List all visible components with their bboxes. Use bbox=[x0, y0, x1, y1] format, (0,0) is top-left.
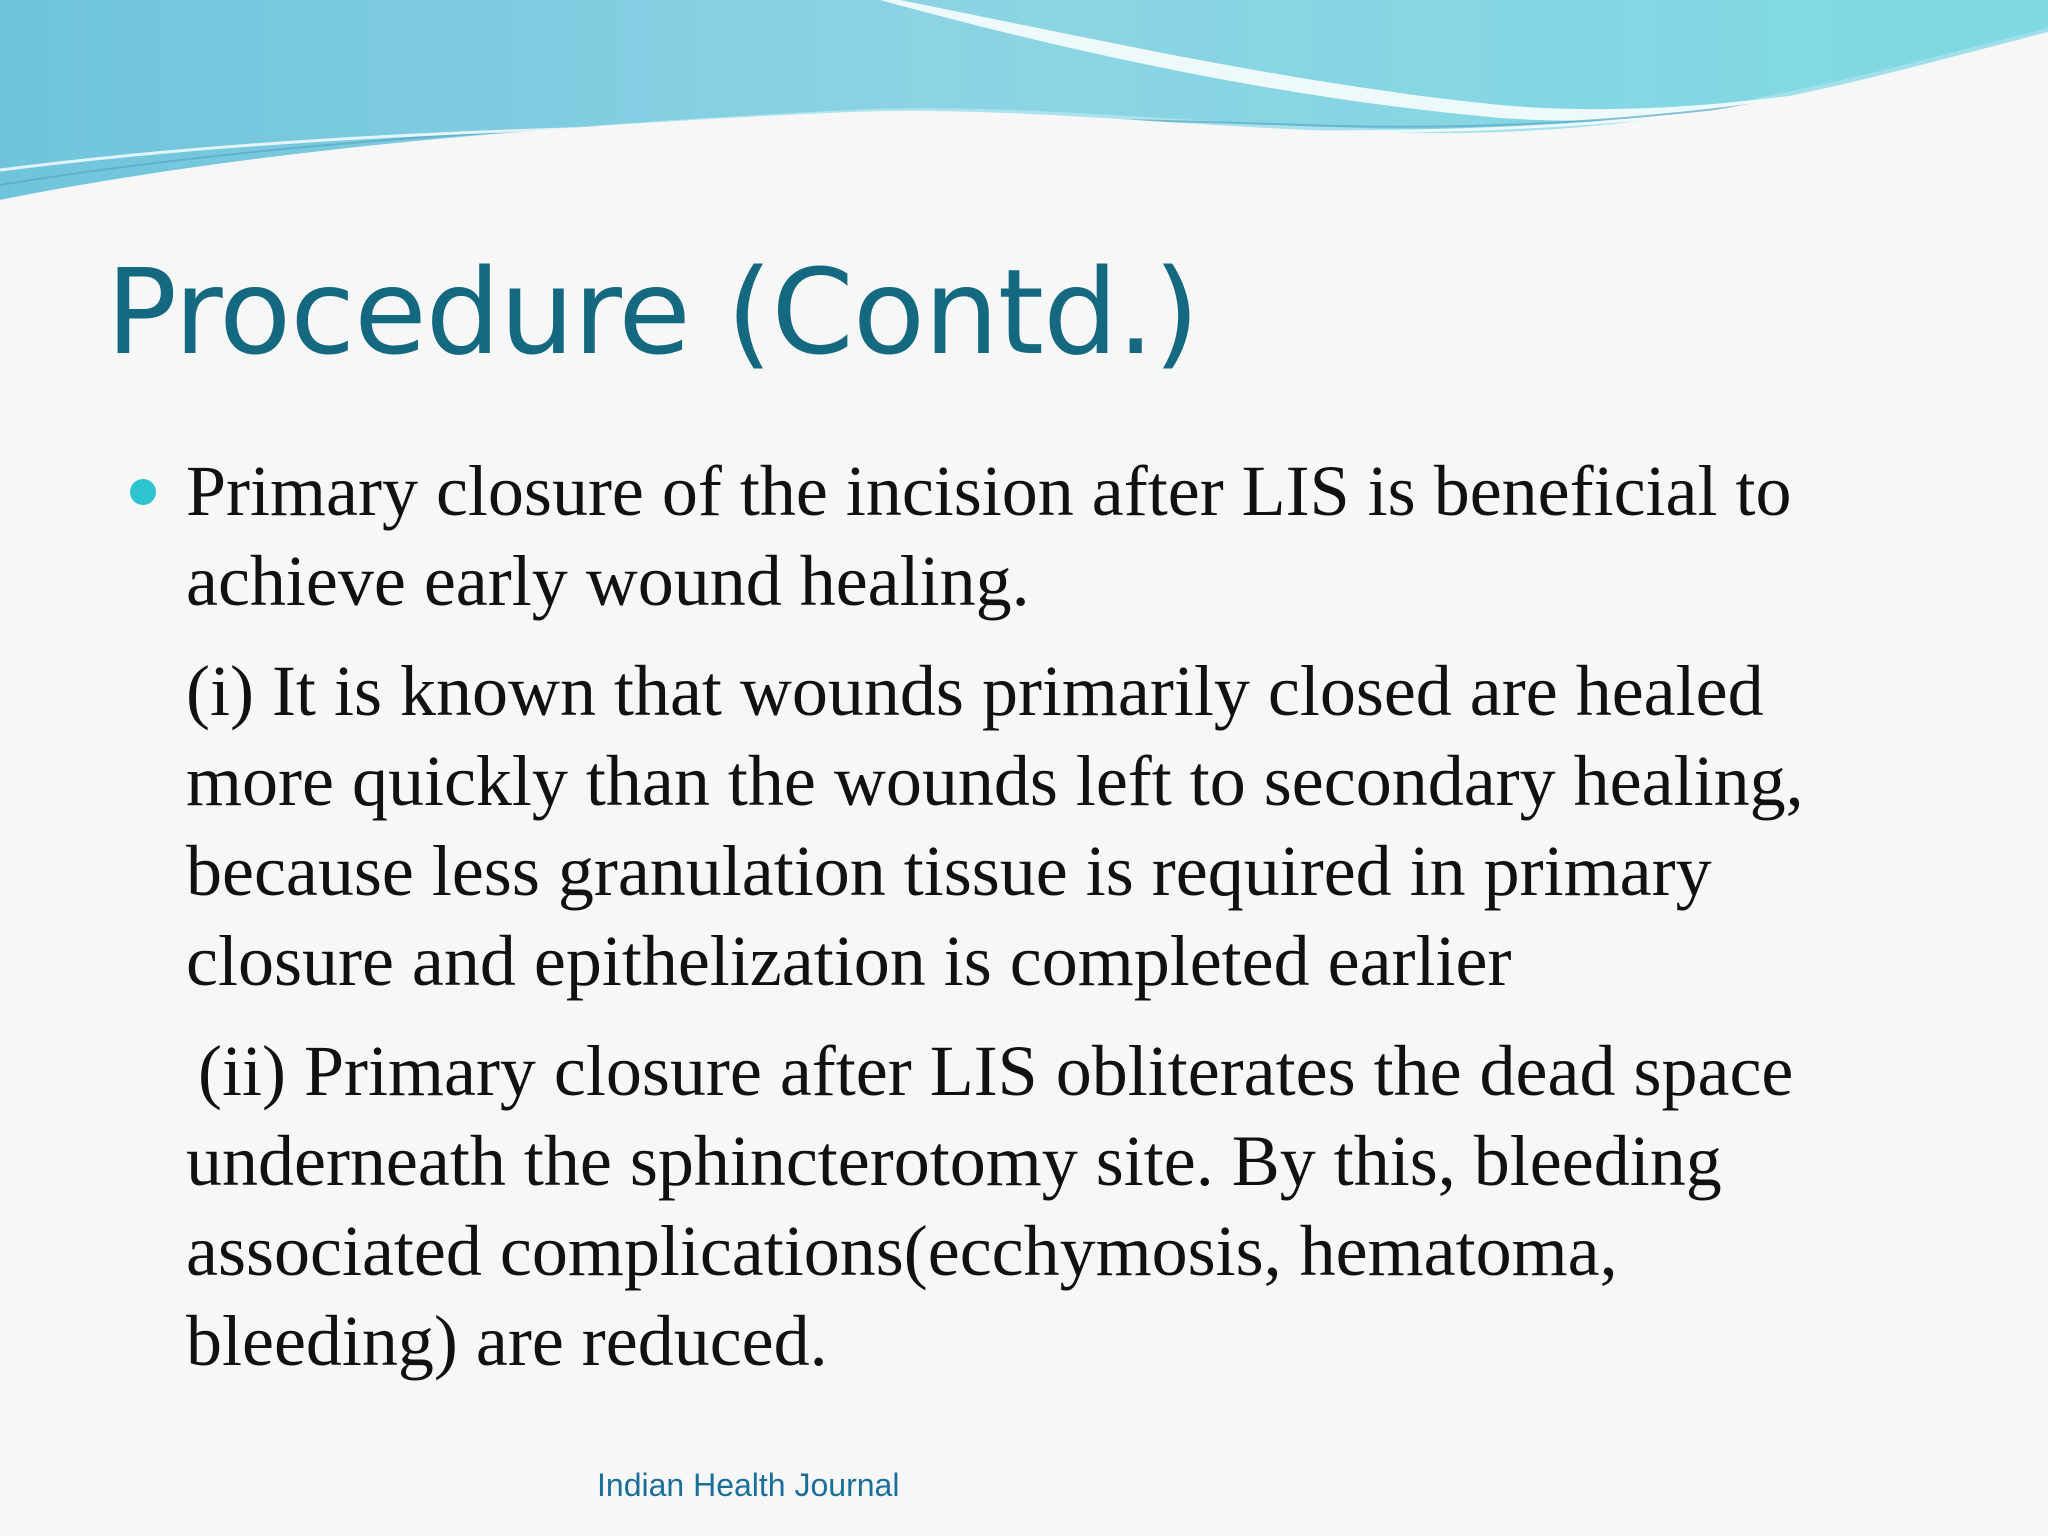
bullet-text: Primary closure of the incision after LIS is beneficial to achieve early wound healing. bbox=[186, 451, 1792, 621]
slide-body bbox=[186, 446, 1906, 1386]
footer-source-label: Indian Health Journal bbox=[597, 1467, 900, 1503]
wave-header-decoration bbox=[0, 0, 2048, 240]
paragraph-i: (i) It is known that wounds primarily closed are healed more quickly than the wounds left to secondary healing, because less granulation tissue is required in primary closure and epithelization is completed earlier bbox=[186, 651, 1804, 1001]
bullet-item bbox=[186, 446, 1906, 626]
slide-title: Procedure (Contd.) bbox=[106, 243, 1199, 381]
bullet-dot-icon bbox=[130, 479, 156, 505]
paragraph-ii: (ii) Primary closure after LIS obliterates the dead space underneath the sphincterotomy site. By this, bleeding associated complications(ecchymosis, hematoma, bleeding) are reduced. bbox=[186, 1031, 1794, 1381]
